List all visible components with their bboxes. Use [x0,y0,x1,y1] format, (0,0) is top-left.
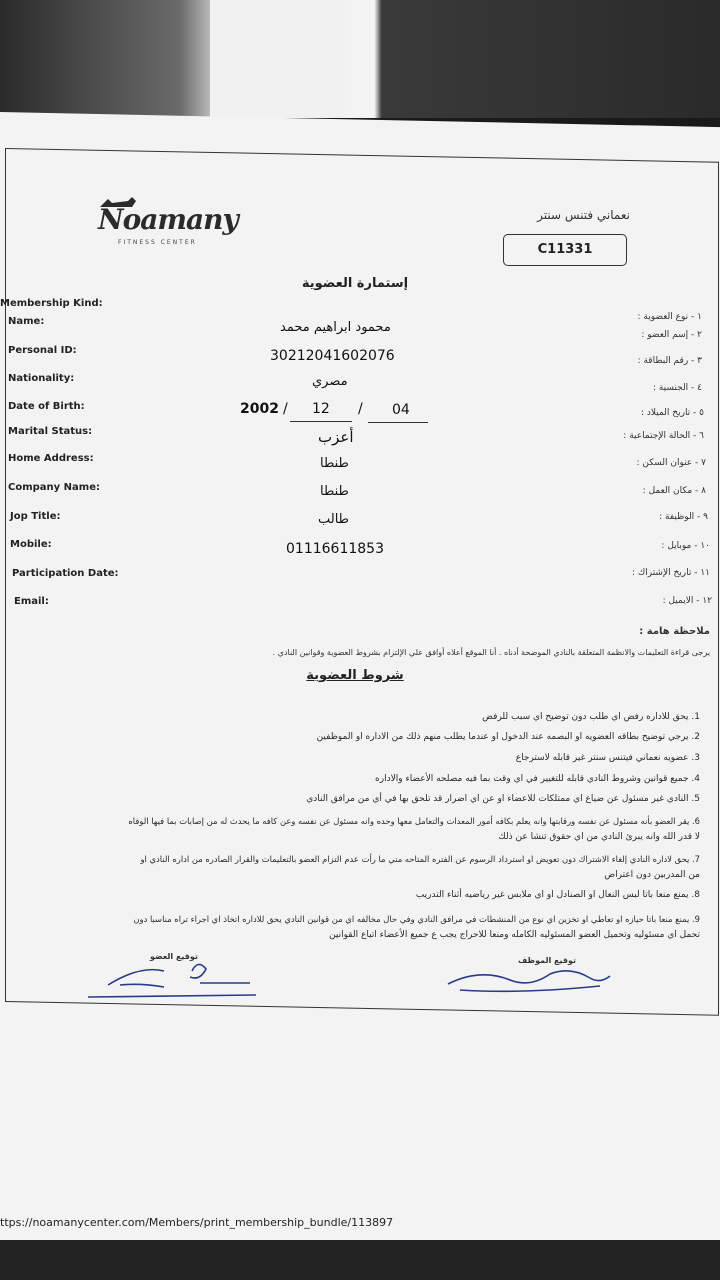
label-membership-kind: Membership Kind: [0,298,103,309]
dob-day-line [368,422,428,423]
term-item: من المدربين دون اعتراض [604,870,700,880]
label-participation-date: Participation Date: [12,568,119,579]
notes-text: يرجى قراءة التعليمات والانظمة المتعلقة بالنادي الموضحة أدناه . أنا الموقع أعلاه أوافق علي الإلتزام بشروط العضوية وقوانين النادي . [272,648,710,657]
dob-separator-2: / [358,401,363,417]
member-signature [80,955,280,1005]
value-dob-month: 12 [312,401,330,417]
label-company-name: Company Name: [8,482,100,493]
dob-separator-1: / [283,401,288,417]
value-dob-day: 04 [392,402,410,418]
term-item: لا قدر الله وانه يبرئ النادي من اي حقوق تنشا عن ذلك [498,832,700,842]
label-ar-marital-status: ٦ - الحالة الإجتماعية : [623,431,704,441]
value-nationality: مصري [312,374,348,389]
term-item: 3. عضويه نعماني فيتنس سنتر غير قابله لاسترجاع [515,753,700,763]
label-ar-name: ٢ - إسم العضو : [641,330,702,340]
dob-month-line [290,421,352,422]
term-item: 8. يمنع منعا باتا لبس النعال او الصنادل او اي ملابس غير رياضيه أثناء التدريب [415,890,700,900]
value-personal-id: 30212041602076 [270,348,395,364]
member-signature-label: توقيع العضو [150,952,198,961]
label-ar-personal-id: ٣ - رقم البطاقة : [637,356,702,366]
label-nationality: Nationality: [8,373,75,384]
value-dob-year: 2002 [240,401,279,417]
label-personal-id: Personal ID: [8,345,77,356]
term-item: 6. يقر العضو بأنه مسئول عن نفسه ورقابتها وانه يعلم بكافه أمور المعدات والتعامل معها وحده وانه مسئول عن نفسه وعن كافه ما يحدث له من إصابات بما فيها الوفاه [128,816,700,826]
term-item: 1. يحق للاداره رفض اي طلب دون توضيح اي سبب للرفض [482,712,700,722]
employee-signature-label: توقيع الموظف [518,956,576,965]
value-mobile: 01116611853 [286,541,384,557]
member-code: C11331 [503,234,627,266]
notes-title: ملاحظة هامة : [639,626,710,637]
brand-logo [94,195,238,255]
background-photo-bottom [0,1240,720,1280]
label-mobile: Mobile: [10,539,52,550]
term-item: 7. يحق لاداره النادي إلغاء الاشتراك دون تعويض او استرداد الرسوم عن الفتره المتاحه متي ما رأت عدم التزام العضو بالتعليمات والقرار الصادره من اداره النادي او [140,854,700,864]
center-name: نعماني فتنس سنتر [537,208,630,222]
form-title: إستمارة العضوية [301,276,409,291]
term-item: 4. جميع قوانين وشروط النادي قابله للتغيير في اي وقت بما فيه مصلحه الأعضاء والاداره [375,774,700,784]
term-item: تحمل اي مسئوليه وتحميل العضو المسئوليه الكامله ومنعا للاحراج يجب ع جميع الأعضاء اتباع القوانين [329,930,700,940]
label-ar-job-title: ٩ - الوظيفة : [659,512,708,522]
label-home-address: Home Address: [8,453,94,464]
paper-fold [210,0,340,118]
label-email: Email: [14,596,49,607]
value-home-address: طنطا [320,456,349,471]
label-marital-status: Marital Status: [8,426,93,437]
terms-title: شروط العضوية [306,668,404,683]
background-photo-top [0,0,720,118]
employee-signature [440,960,620,1000]
label-ar-date-of-birth: ٥ - تاريخ الميلاد : [640,408,704,418]
label-ar-nationality: ٤ - الجنسية : [652,383,702,393]
value-name: محمود ابراهيم محمد [280,320,391,335]
label-ar-email: ١٢ - الايميل : [662,596,712,606]
term-item: 5. النادي غير مسئول عن ضياع اي ممتلكات للاعضاء او عن اي اضرار قد تلحق بها في أي من مرافق النادي [306,794,700,804]
brand-name: Noamany [98,203,238,236]
label-date-of-birth: Date of Birth: [8,401,85,412]
label-job-title: Jop Title: [10,511,61,522]
value-marital-status: أعزب [318,428,354,446]
footer-url: ttps://noamanycenter.com/Members/print_membership_bundle/113897 [0,1216,394,1229]
value-company-name: طنطا [320,484,349,499]
label-ar-company-name: ٨ - مكان العمل : [642,486,706,496]
label-ar-home-address: ٧ - عنوان السكن : [636,458,706,468]
label-ar-membership-kind: ١ - نوع العضوية : [637,312,702,322]
term-item: 9. يمنع منعا باتا حيازه او تعاطي او تخزين اي نوع من المنشطات في مرافق النادي وفي حال مخالفه اي من قوانين النادي يحق للاداره اتخاذ اي اجراء تراه مناسبا دون [133,914,700,924]
label-ar-mobile: ١٠ - موبايل : [661,541,710,551]
value-job-title: طالب [318,512,350,527]
label-ar-participation-date: ١١ - تاريخ الإشتراك : [631,568,710,578]
brand-tagline: FITNESS CENTER [118,239,197,246]
label-name: Name: [8,316,45,327]
term-item: 2. يرجي توضيح بطاقه العضويه او البصمه عند الدخول او عندما يطلب منهم ذلك من الاداره او الموظفين [316,732,700,742]
